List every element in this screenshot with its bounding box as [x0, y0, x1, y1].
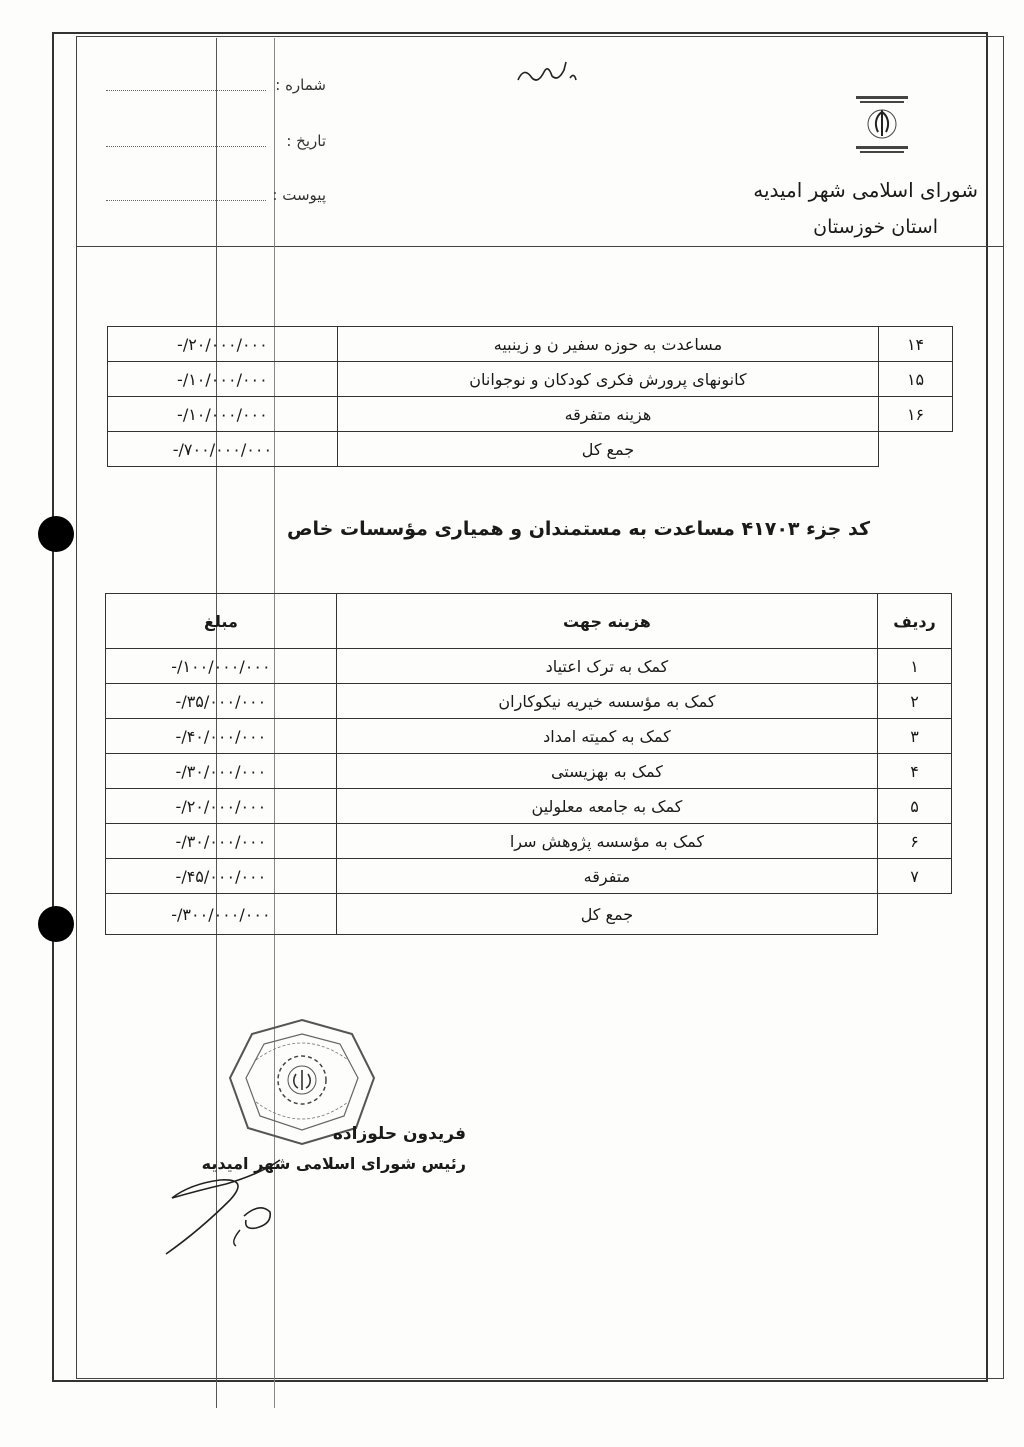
table-row: [106, 824, 952, 859]
table-header-row: [106, 594, 952, 649]
row-number: ۲: [878, 684, 952, 719]
punch-hole: [38, 516, 74, 552]
attachment-label: پیوست :: [272, 186, 326, 204]
row-amount: -/۲۰/۰۰۰/۰۰۰: [106, 789, 337, 824]
attachment-field: [106, 186, 326, 210]
number-field: [106, 76, 326, 100]
handwritten-signature: [160, 1150, 290, 1260]
iran-emblem-icon: [852, 90, 912, 158]
row-amount: -/۳۰/۰۰۰/۰۰۰: [106, 824, 337, 859]
punch-hole: [38, 906, 74, 942]
row-amount: -/۳۰/۰۰۰/۰۰۰: [106, 754, 337, 789]
row-description: مساعدت به حوزه سفیر ن و زینبیه: [337, 327, 878, 362]
bismillah-calligraphy-icon: [514, 58, 578, 88]
total-label: جمع کل: [337, 432, 878, 467]
table-row: [106, 859, 952, 894]
row-description: هزینه متفرقه: [337, 397, 878, 432]
row-amount: -/۴۰/۰۰۰/۰۰۰: [106, 719, 337, 754]
row-number: ۱۵: [879, 362, 953, 397]
row-amount: -/۴۵/۰۰۰/۰۰۰: [106, 859, 337, 894]
header-amount: مبلغ: [106, 594, 337, 649]
total-row: [108, 432, 953, 467]
row-amount: -/۱۰/۰۰۰/۰۰۰: [108, 397, 338, 432]
table-row: [106, 754, 952, 789]
total-label: جمع کل: [336, 894, 877, 935]
row-number: ۱۴: [879, 327, 953, 362]
empty-cell: [878, 894, 952, 935]
row-number: ۷: [878, 859, 952, 894]
council-name: شورای اسلامی شهر امیدیه: [753, 178, 978, 202]
row-description: کمک به مؤسسه پژوهش سرا: [336, 824, 877, 859]
table-row: [108, 362, 953, 397]
table-row: [106, 789, 952, 824]
row-amount: -/۱۰۰/۰۰۰/۰۰۰: [106, 649, 337, 684]
header-description: هزینه جهت: [336, 594, 877, 649]
row-number: ۱: [878, 649, 952, 684]
budget-table-continued: [107, 326, 953, 467]
number-label: شماره :: [275, 76, 326, 94]
table-row: [106, 649, 952, 684]
row-amount: -/۱۰/۰۰۰/۰۰۰: [108, 362, 338, 397]
row-number: ۱۶: [879, 397, 953, 432]
row-amount: -/۳۵/۰۰۰/۰۰۰: [106, 684, 337, 719]
number-dotted-line: [106, 90, 266, 91]
date-label: تاریخ :: [286, 132, 326, 150]
row-description: کمک به کمیته امداد: [336, 719, 877, 754]
row-description: کمک به ترک اعتیاد: [336, 649, 877, 684]
date-field: [106, 132, 326, 156]
row-description: کمک به بهزیستی: [336, 754, 877, 789]
row-amount: -/۲۰/۰۰۰/۰۰۰: [108, 327, 338, 362]
row-description: کانونهای پرورش فکری کودکان و نوجوانان: [337, 362, 878, 397]
total-row: [106, 894, 952, 935]
date-dotted-line: [106, 146, 266, 147]
table-row: [108, 397, 953, 432]
total-amount: -/۷۰۰/۰۰۰/۰۰۰: [108, 432, 338, 467]
header-row-number: ردیف: [878, 594, 952, 649]
signer-name: فریدون حلوزاده: [332, 1124, 466, 1144]
empty-cell: [879, 432, 953, 467]
table-row: [106, 684, 952, 719]
section-title: کد جزء ۴۱۷۰۳ مساعدت به مستمندان و همیاری مؤسسات خاص: [286, 518, 870, 540]
row-description: متفرقه: [336, 859, 877, 894]
table-row: [106, 719, 952, 754]
attachment-dotted-line: [106, 200, 266, 201]
row-number: ۵: [878, 789, 952, 824]
row-number: ۴: [878, 754, 952, 789]
row-number: ۶: [878, 824, 952, 859]
province-name: استان خوزستان: [813, 216, 938, 238]
row-number: ۳: [878, 719, 952, 754]
row-description: کمک به جامعه معلولین: [336, 789, 877, 824]
row-description: کمک به مؤسسه خیریه نیکوکاران: [336, 684, 877, 719]
assistance-budget-table: [105, 593, 952, 935]
signer-title: رئیس شورای اسلامی شهر امیدیه: [201, 1154, 466, 1173]
total-amount: -/۳۰۰/۰۰۰/۰۰۰: [106, 894, 337, 935]
table-row: [108, 327, 953, 362]
